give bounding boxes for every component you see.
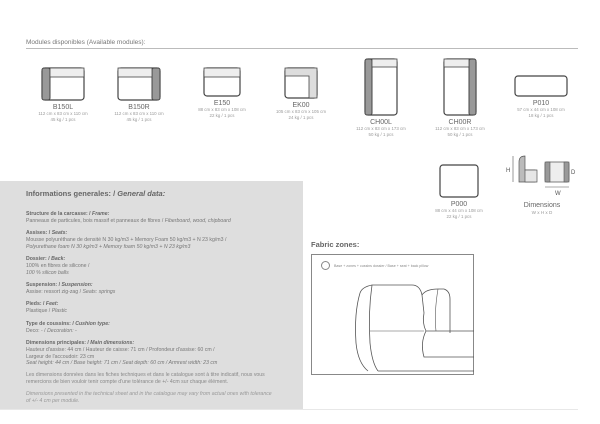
module-weight: 18 kg / 1 pcs (528, 113, 554, 118)
section-suspension (26, 282, 277, 295)
e150-icon (203, 67, 241, 97)
module-name: P010 (532, 100, 550, 107)
modules-title: Modules disponibles (Available modules): (26, 39, 146, 46)
module-name: B150R (128, 104, 150, 111)
section-heading-en: Frame: (92, 211, 110, 217)
module-dims: 112 cm x 83 cm x 173 cm (435, 126, 485, 131)
section-text-en: Decoration: - (47, 327, 77, 334)
module-dims: 88 cm x 44 cm x 108 cm (435, 208, 483, 213)
section-heading-fr: Suspension: / (26, 282, 61, 289)
module-name: CH00L (370, 119, 392, 126)
module-weight: 22 kg / 1 pcs (446, 214, 472, 219)
module-name: EK00 (292, 102, 310, 109)
fabric-zones-title: Fabric zones: (311, 240, 360, 249)
section-text-en: 100 % silicon balls (26, 269, 69, 276)
module-b150l (28, 67, 98, 123)
module-dims: 105 cm x 83 cm x 105 cm (275, 109, 327, 114)
depth-letter: D (571, 170, 576, 176)
section-heading-fr: Assises: / (26, 230, 51, 237)
section-heading-en: Seats: (51, 230, 68, 237)
general-data-panel (0, 181, 303, 409)
title-fr: Informations generales: / (26, 189, 116, 198)
module-p000 (424, 164, 494, 220)
dimensions-sub: W x H x D (531, 210, 553, 215)
dimensions-diagram-icon (505, 152, 577, 198)
module-dims: 88 cm x 83 cm x 108 cm (198, 107, 246, 112)
section-text-fr: Panneaux de particules, bois massif et panneaux de fibres / (26, 218, 164, 224)
fabric-legend (321, 261, 428, 270)
p010-icon (514, 75, 568, 97)
section-main-dims (26, 340, 277, 366)
section-feet (26, 301, 277, 314)
sofa-sketch-icon (342, 273, 474, 375)
section-text-fr: Plastique / (26, 308, 51, 315)
section-text-fr: Assise: ressort zig-zag / (26, 289, 82, 296)
section-back (26, 256, 277, 276)
p000-icon (439, 164, 479, 198)
module-weight: 50 kg / 1 pcs (368, 132, 394, 137)
module-ch00l (346, 58, 416, 138)
header-divider (26, 48, 578, 49)
module-weight: 45 kg / 1 pcs (50, 117, 76, 122)
module-name: CH00R (448, 119, 472, 126)
legend-circle-icon (321, 261, 330, 270)
module-dims: 57 cm x 44 cm x 108 cm (517, 107, 565, 112)
fabric-zones-box (311, 254, 474, 375)
module-b150r (104, 67, 174, 123)
general-data-title (26, 189, 277, 198)
section-heading-fr: Pieds: / (26, 301, 45, 308)
module-p010 (506, 75, 576, 119)
footer-divider (0, 409, 578, 410)
section-heading-fr: Type de coussins: / (26, 320, 74, 327)
fabric-legend-text: Base + zones + cussins dossier / Base + seat + back pillow (334, 263, 429, 268)
section-text-fr: Deco: - / (26, 327, 46, 334)
section-cushion (26, 321, 277, 334)
section-heading-fr: Dimensions principales: / (26, 340, 89, 347)
width-letter: W (555, 191, 561, 197)
section-text-en: Plastic (51, 308, 67, 315)
module-name: B150L (52, 104, 74, 111)
b150l-icon (41, 67, 85, 101)
main-dims-line1: Hauteur d'assise: 44 cm / Hauteur de caisse: 71 cm / Profondeur d'assise: 60 cm / (26, 347, 215, 354)
section-text-en: Polyurethane foam N 30 kg/m3 + Memory foam 50 kg/m3 + N 23 kg/m3 (26, 243, 191, 250)
section-heading-fr: Dossier: / (26, 256, 50, 263)
section-heading-en: Suspension: (61, 282, 93, 289)
ek00-icon (284, 67, 318, 99)
section-heading-fr: Structure de la carcasse: / (26, 211, 91, 217)
ch00r-icon (443, 58, 477, 116)
module-weight: 24 kg / 1 pcs (288, 115, 314, 120)
section-frame (26, 211, 277, 224)
module-ek00 (266, 67, 336, 121)
section-text-fr: 100% en fibres de silicone / (26, 263, 90, 270)
section-heading-en: Cushion type: (75, 320, 110, 327)
module-name: P000 (450, 201, 468, 208)
module-dims: 112 cm x 83 cm x 173 cm (356, 126, 406, 131)
module-dims: 112 cm x 83 cm x 110 cm (114, 111, 164, 116)
title-en: General data: (117, 189, 166, 198)
section-heading-en: Main dimensions: (90, 340, 135, 347)
module-e150 (187, 67, 257, 119)
section-heading-en: Back: (51, 256, 66, 263)
section-heading-en: Feet: (45, 301, 59, 308)
module-weight: 45 kg / 1 pcs (126, 117, 152, 122)
height-letter: H (506, 168, 511, 174)
main-dims-line3: Seat height: 44 cm / Base height: 71 cm / Seat depth: 60 cm / Armrest width: 23 cm (26, 360, 218, 367)
tolerance-note-en: Dimensions presented in the technical sheet and in the catalogue may vary from actual ones with tolerance of +/- 4 cm per module. (26, 391, 272, 404)
tolerance-note-fr: Les dimensions données dans les fiches techniques et dans le catalogue sont à titre indicatif, nous vous remercions de bien vouloir tenir compte d'une tolérance de +/- 4cm sur chaque élément. (26, 372, 265, 385)
section-text-fr: Mousse polyuréthane de densité N 30 kg/m3 + Memory Foam 50 kg/m3 + N 23 kg/m3 / (26, 237, 227, 244)
section-text-en: Seats: springs (82, 289, 116, 296)
main-dims-line2: Largeur de l'accoudoir: 23 cm (26, 353, 95, 360)
section-seats (26, 230, 277, 250)
module-ch00r (425, 58, 495, 138)
dimensions-label: Dimensions (523, 202, 561, 209)
section-text-en: Fiberboard, wood, chipboard (164, 218, 231, 224)
ch00l-icon (364, 58, 398, 116)
module-name: E150 (213, 100, 231, 107)
module-weight: 22 kg / 1 pcs (209, 113, 235, 118)
module-weight: 50 kg / 1 pcs (447, 132, 473, 137)
b150r-icon (117, 67, 161, 101)
module-dims: 112 cm x 83 cm x 110 cm (38, 111, 88, 116)
